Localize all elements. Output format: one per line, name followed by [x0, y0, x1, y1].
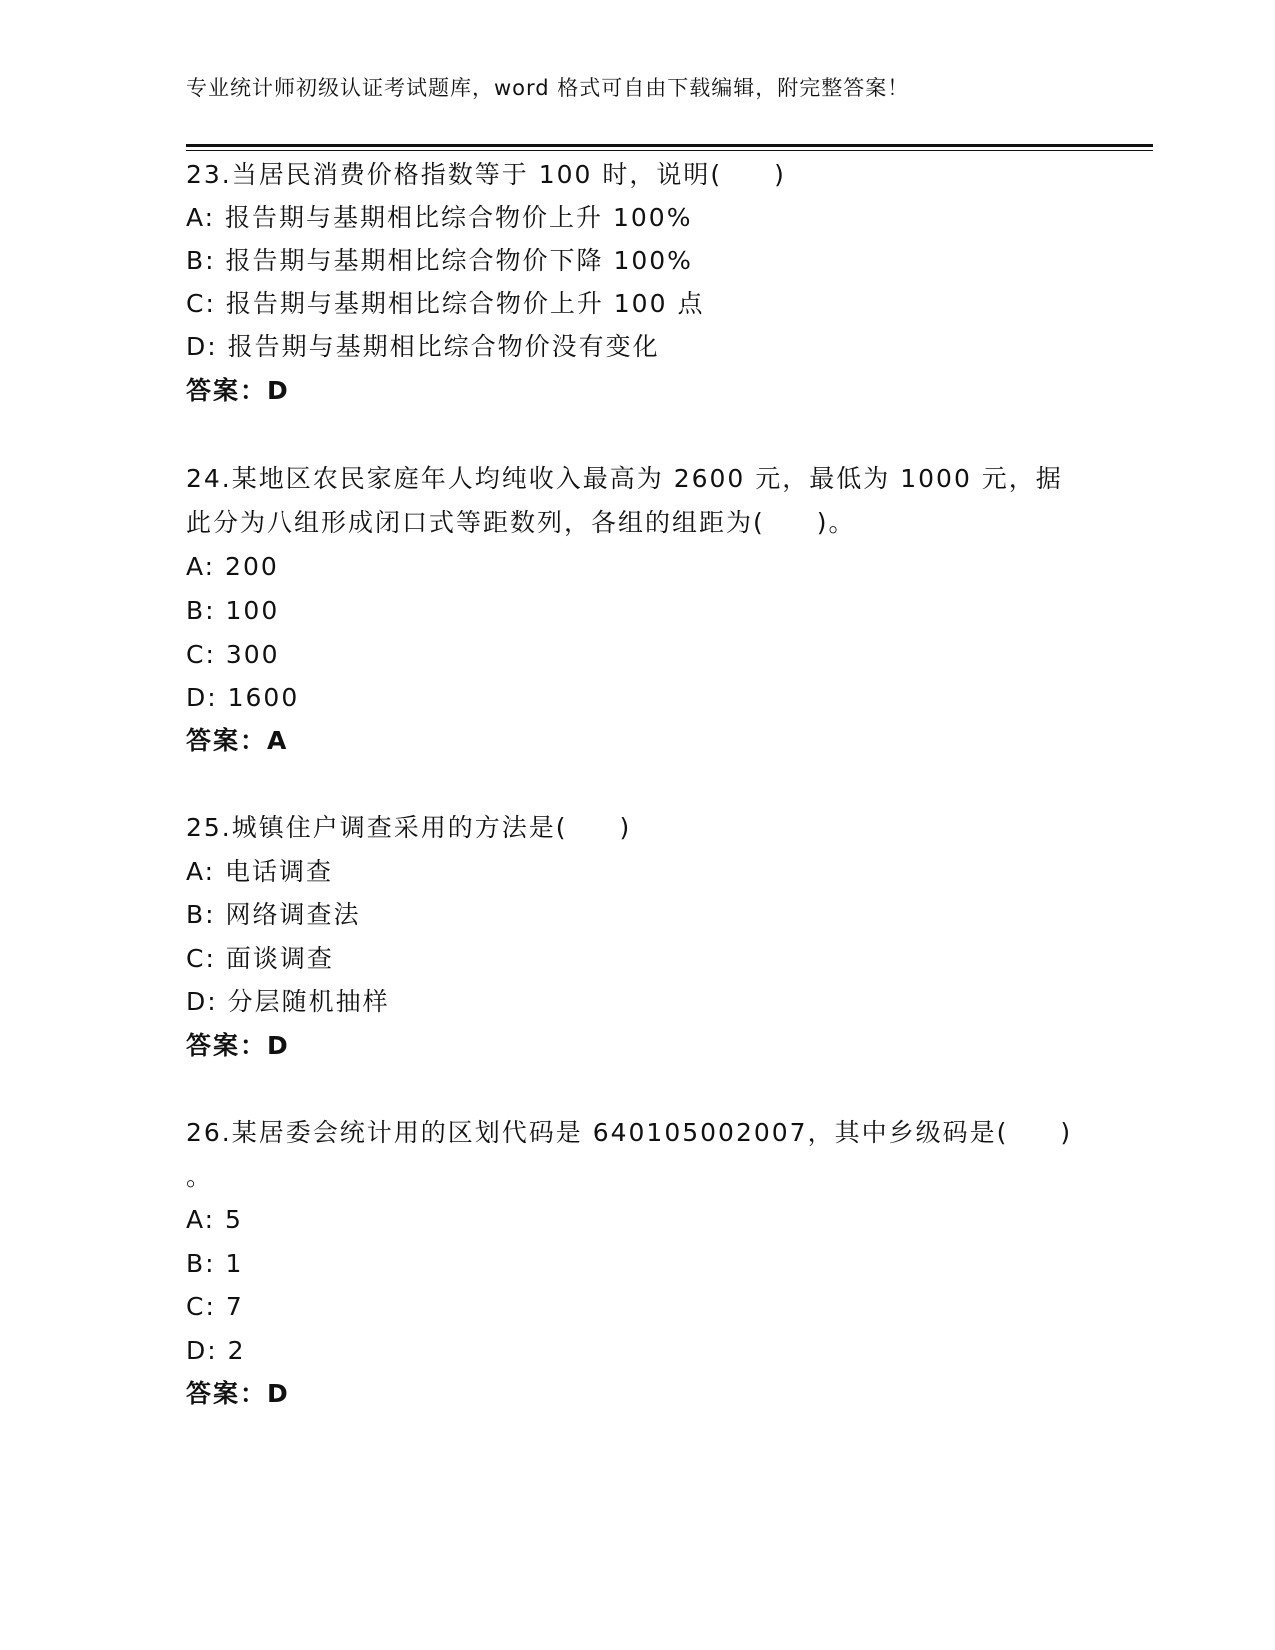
question-25-option-c: C: 面谈调查 — [186, 944, 334, 973]
question-23-stem-text: 23.当居民消费价格指数等于 100 时，说明( — [186, 160, 723, 189]
question-25-stem-close: ) — [619, 813, 632, 842]
question-23-option-d: D: 报告期与基期相比综合物价没有变化 — [186, 332, 660, 361]
question-26-stem-text: 26.某居委会统计用的区划代码是 640105002007，其中乡级码是( — [186, 1118, 1009, 1147]
question-23-stem — [186, 158, 1153, 192]
question-25-answer: 答案：D — [186, 1031, 290, 1060]
question-24-stem-line2 — [186, 506, 1153, 540]
header-rule-thin — [186, 150, 1153, 151]
question-26-option-c: C: 7 — [186, 1292, 244, 1321]
question-24-option-a: A: 200 — [186, 552, 279, 581]
question-25-option-d: D: 分层随机抽样 — [186, 987, 390, 1016]
question-25-option-b: B: 网络调查法 — [186, 900, 361, 929]
question-26-option-a: A: 5 — [186, 1205, 243, 1234]
question-26-stem — [186, 1116, 1153, 1150]
question-23-option-b: B: 报告期与基期相比综合物价下降 100% — [186, 246, 693, 275]
question-26-option-b: B: 1 — [186, 1249, 244, 1278]
question-25-option-a: A: 电话调查 — [186, 857, 334, 886]
question-24-option-d: D: 1600 — [186, 683, 300, 712]
question-26-stem-close: ) — [1060, 1118, 1073, 1147]
question-23-option-c: C: 报告期与基期相比综合物价上升 100 点 — [186, 289, 705, 318]
question-24-stem-close: )。 — [816, 508, 856, 537]
question-24-option-c: C: 300 — [186, 640, 280, 669]
question-26-stem-line2: 。 — [186, 1162, 214, 1191]
question-26-answer: 答案：D — [186, 1379, 290, 1408]
question-23-option-a: A: 报告期与基期相比综合物价上升 100% — [186, 203, 693, 232]
question-23-stem-close: ) — [774, 160, 786, 189]
question-25-stem — [186, 811, 1153, 845]
question-24-stem-text: 此分为八组形成闭口式等距数列，各组的组距为( — [186, 508, 765, 537]
question-24-stem-line1: 24.某地区农民家庭年人均纯收入最高为 2600 元，最低为 1000 元，据 — [186, 464, 1063, 493]
question-24-answer: 答案：A — [186, 726, 289, 755]
page-header: 专业统计师初级认证考试题库，word 格式可自由下载编辑，附完整答案！ — [186, 76, 910, 100]
question-25-stem-text: 25.城镇住户调查采用的方法是( — [186, 813, 568, 842]
question-24-option-b: B: 100 — [186, 596, 280, 625]
header-rule-thick — [186, 144, 1153, 147]
question-26-option-d: D: 2 — [186, 1336, 246, 1365]
question-23-answer: 答案：D — [186, 376, 290, 405]
